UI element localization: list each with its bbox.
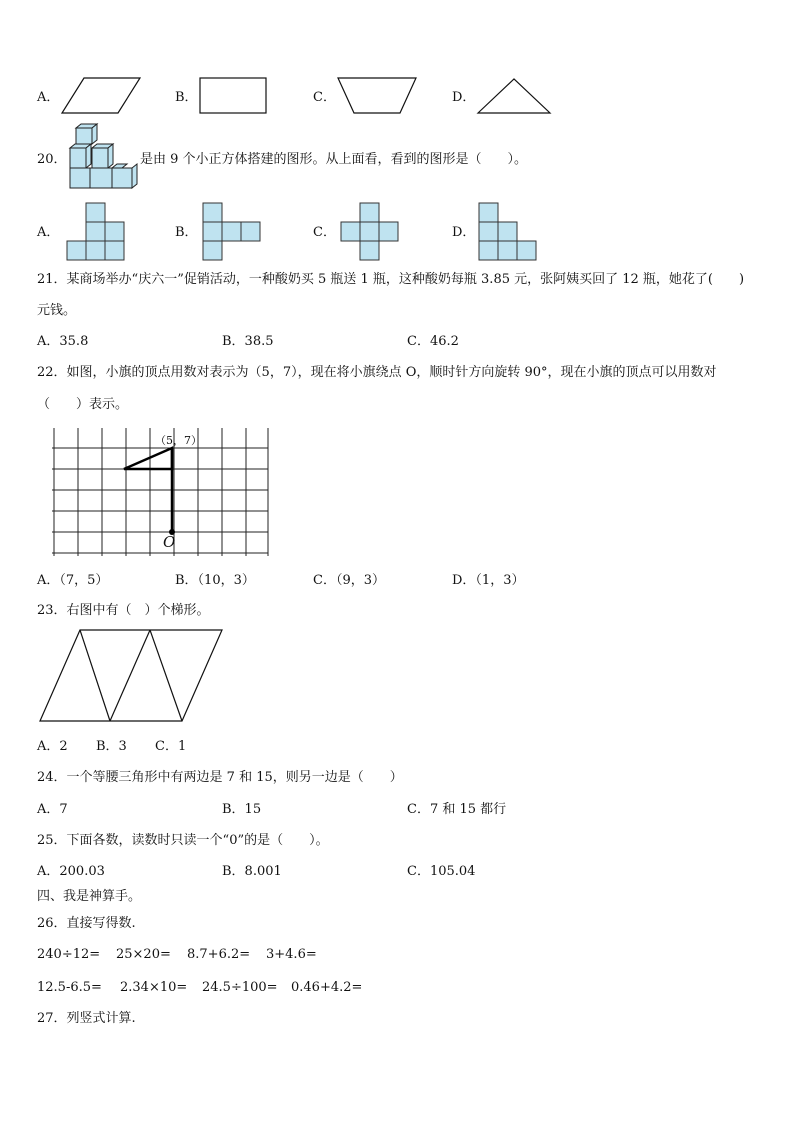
cube: [70, 164, 137, 188]
q21-line2: 元钱。: [37, 303, 77, 318]
q19-parallelogram-shape: [60, 76, 144, 116]
q23-option-a: A．2: [37, 739, 68, 754]
q21-option-c: C．46.2: [407, 334, 459, 349]
q20-cube-stack-figure: [66, 124, 140, 192]
q19-option-a-label: A．: [37, 90, 60, 105]
q23-trapezoid-figure: [38, 628, 226, 724]
q26-expr: 2.34×10=: [120, 980, 188, 995]
q22-point-o-label: O: [163, 533, 176, 551]
cube: [92, 144, 113, 168]
q25-stem: 25．下面各数，读数时只读一个“0”的是（ ）。: [37, 833, 329, 848]
q24-option-c: C．7 和 15 都行: [407, 802, 507, 817]
q19-trapezoid-shape: [336, 76, 420, 116]
q20-option-a-label: A．: [37, 225, 60, 240]
q22-option-d: D．（1，3）: [452, 573, 525, 588]
q21-line1: 21．某商场举办“庆六一”促销活动，一种酸奶买 5 瓶送 1 瓶，这种酸奶每瓶 3.85 元，张阿姨买回了 12 瓶，她花了( ): [37, 272, 745, 287]
q25-option-a: A．200.03: [37, 864, 105, 879]
q23-stem: 23．右图中有（ ）个梯形。: [37, 603, 210, 618]
q24-stem: 24．一个等腰三角形中有两边是 7 和 15，则另一边是（ ）: [37, 770, 403, 785]
q22-option-b: B．（10，3）: [175, 573, 255, 588]
q20-option-d-label: D．: [452, 225, 476, 240]
q20-number: 20．: [37, 152, 67, 167]
q19-option-d-label: D．: [452, 90, 476, 105]
q21-option-b: B．38.5: [222, 334, 274, 349]
q26-expr: 3+4.6=: [266, 947, 317, 962]
q19-option-b-label: B．: [175, 90, 198, 105]
q26-expr: 8.7+6.2=: [187, 947, 251, 962]
q22-line2: （ ）表示。: [37, 397, 129, 412]
q20-option-c-label: C．: [313, 225, 336, 240]
q27-stem: 27．列竖式计算.: [37, 1011, 136, 1026]
q22-vertex-label: （5，7）: [155, 434, 202, 447]
q25-option-b: B．8.001: [222, 864, 282, 879]
q22-option-a: A．（7，5）: [37, 573, 109, 588]
q20-stem: 是由 9 个小正方体搭建的图形。从上面看，看到的图形是（ ）。: [140, 152, 528, 167]
q20-option-b-label: B．: [175, 225, 198, 240]
q22-option-c: C．（9，3）: [313, 573, 385, 588]
q20-option-a-figure: [66, 202, 128, 262]
q26-expr: 12.5-6.5=: [37, 980, 102, 995]
q26-stem: 26．直接写得数.: [37, 916, 136, 931]
q24-option-b: B．15: [222, 802, 262, 817]
q26-expr: 25×20=: [116, 947, 171, 962]
cube: [70, 144, 91, 168]
q24-option-a: A．7: [37, 802, 68, 817]
q23-option-b: B．3: [96, 739, 127, 754]
q19-option-c-label: C．: [313, 90, 336, 105]
q20-option-b-figure: [202, 202, 264, 262]
q19-triangle-shape: [476, 76, 554, 116]
q23-option-c: C．1: [155, 739, 187, 754]
cube: [76, 124, 97, 144]
q26-expr: 24.5÷100=: [202, 980, 278, 995]
q20-option-c-figure: [340, 202, 402, 262]
q22-line1: 22．如图，小旗的顶点用数对表示为（5，7），现在将小旗绕点 O，顺时针方向旋转 90°，现在小旗的顶点可以用数对: [37, 365, 717, 380]
q26-expr: 0.46+4.2=: [291, 980, 363, 995]
q21-option-a: A．35.8: [37, 334, 89, 349]
q19-rectangle-shape: [198, 76, 270, 116]
q25-option-c: C．105.04: [407, 864, 476, 879]
section-title: 四、我是神算手。: [37, 889, 142, 904]
q20-option-d-figure: [478, 202, 540, 262]
q26-expr: 240÷12=: [37, 947, 101, 962]
